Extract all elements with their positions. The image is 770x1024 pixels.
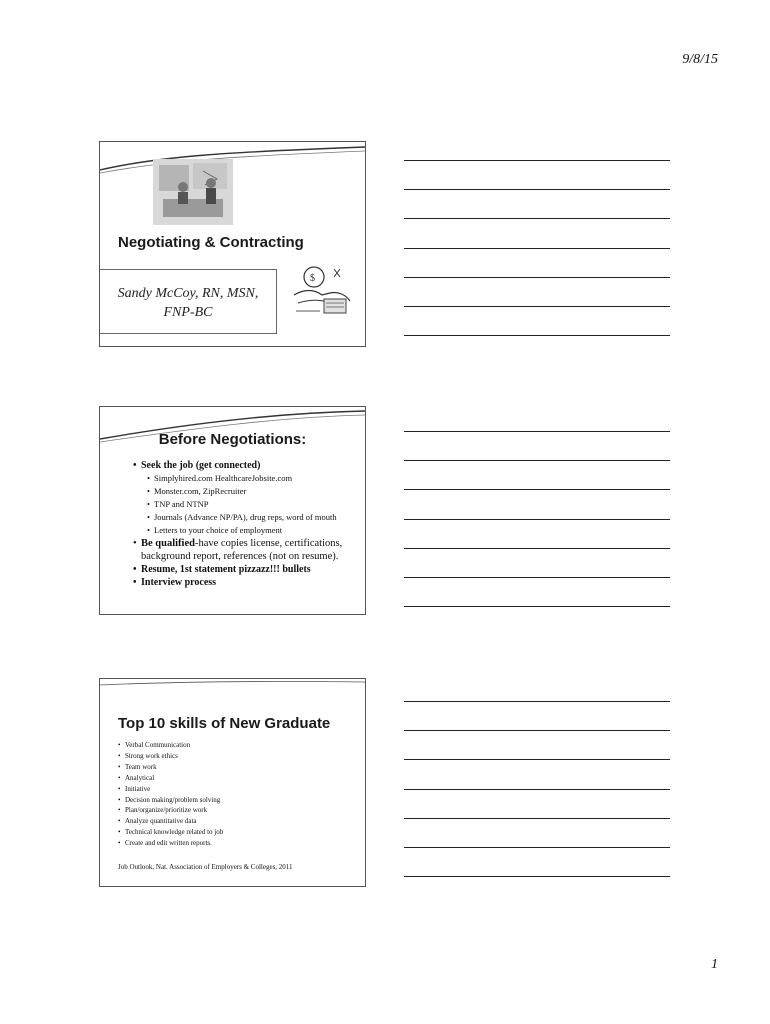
list-item: • Journals (Advance NP/PA), drug reps, word of mouth [133,511,363,524]
author-box [100,269,277,334]
note-line [404,248,670,249]
slide-title: Negotiating & Contracting [118,234,304,251]
list-item-bold: Be qualified [141,538,195,549]
slide-2 [99,406,366,615]
money-handshake-clipart-icon [290,265,354,321]
page-number: 1 [711,957,718,972]
list-item-continuation: background report, references (not on resume). [141,551,339,562]
slide-title: Before Negotiations: [158,431,307,448]
list-item-text: -have copies license, certifications, [194,538,343,549]
list-item: • Simplyhired.com HealthcareJobsite.com [133,472,363,485]
note-line [404,577,670,578]
note-line [404,847,670,848]
note-line [404,701,670,702]
note-line [404,460,670,461]
list-item: • Team work [118,762,358,773]
list-item: • Decision making/problem solving [118,795,358,806]
note-line [404,306,670,307]
list-item: • Analyze quantitative data [118,816,358,827]
list-item: • Technical knowledge related to job [118,827,358,838]
list-item: • Strong work ethics [118,751,358,762]
note-line [404,431,670,432]
list-item: • Create and edit written reports. [118,838,358,849]
list-item: • TNP and NTNP [133,498,363,511]
note-line [404,789,670,790]
list-item: • Plan/organize/prioritize work [118,805,358,816]
slide-title: Top 10 skills of New Graduate [118,715,331,732]
note-line [404,189,670,190]
note-line [404,606,670,607]
list-item: • Letters to your choice of employment [133,524,363,537]
author-name [106,284,270,322]
swoosh-decoration [100,679,365,719]
list-item [133,537,363,550]
note-line [404,818,670,819]
note-line [404,277,670,278]
note-line [404,876,670,877]
note-line [404,759,670,760]
list-item: • Seek the job (get connected) [133,459,363,472]
bullet-list [133,459,363,589]
list-item: • Monster.com, ZipRecruiter [133,485,363,498]
list-item: • Verbal Communication [118,740,358,751]
svg-text:$: $ [310,273,315,284]
citation: Job Outlook, Nat. Association of Employers & Colleges, 2011 [118,863,293,871]
author-line-1: Sandy McCoy, RN, MSN, [117,286,259,301]
page-date: 9/8/15 [682,52,718,67]
business-meeting-clipart-icon [153,159,233,225]
list-item: • Interview process [133,576,363,589]
note-line [404,489,670,490]
note-line [404,548,670,549]
note-line [404,519,670,520]
list-item: • Resume, 1st statement pizzazz!!! bullets [133,563,363,576]
list-item: • Initiative [118,784,358,795]
list-item: • Analytical [118,773,358,784]
note-line [404,730,670,731]
bullet-list [118,740,358,849]
author-line-2: FNP-BC [163,305,213,320]
note-line [404,218,670,219]
note-line [404,335,670,336]
note-line [404,160,670,161]
slide-1 [99,141,366,347]
slide-3 [99,678,366,887]
